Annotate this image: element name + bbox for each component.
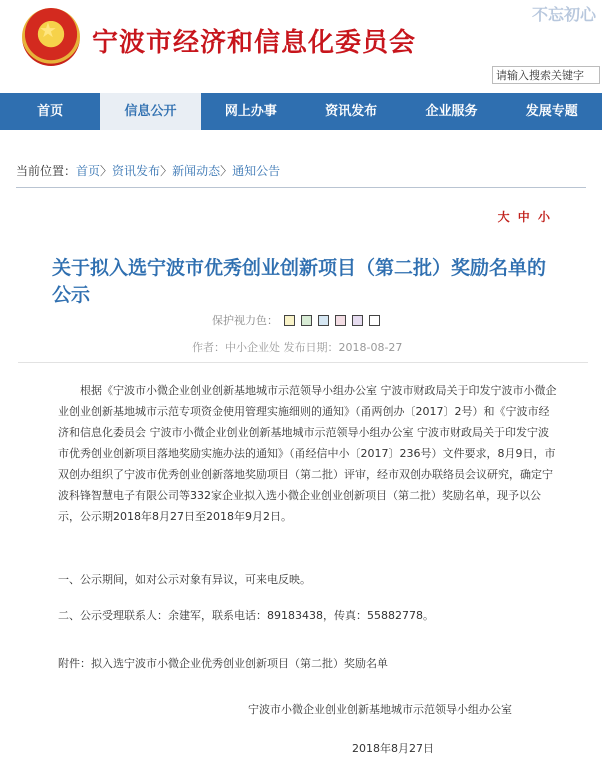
article-meta xyxy=(192,339,402,355)
eye-protection-colors xyxy=(212,312,380,328)
article-item-2: 二、公示受理联系人：余建军，联系电话：89183438，传真：55882778。 xyxy=(58,609,434,622)
main-nav xyxy=(0,93,602,130)
font-large-button[interactable]: 大 xyxy=(497,210,512,224)
eye-protection-label: 保护视力色： xyxy=(212,314,278,327)
attachment-link[interactable]: 附件：拟入选宁波市小微企业优秀创业创新项目（第二批）奖励名单 xyxy=(58,657,388,670)
motto-text: 不忘初心 xyxy=(531,5,596,24)
color-swatch-purple[interactable] xyxy=(352,315,363,326)
color-swatch-pink[interactable] xyxy=(335,315,346,326)
nav-news[interactable]: 资讯发布 xyxy=(325,104,378,119)
breadcrumb-notices[interactable]: 通知公告 xyxy=(232,164,281,178)
article-body: 根据《宁波市小微企业创业创新基地城市示范领导小组办公室 宁波市财政局关于印发宁波市小微企业创业创新基地城市示范专项资金使用管理实施细则的通知》（甬两创办〔2017〕2号）和《宁波市经济和信息化委员会 宁波市小微企业创业创新基地城市示范领导小组办公室 宁波市财政局关于印发宁波市优秀创业创新项目落地奖励实施办法的通知》（甬经信中小〔2017〕236号）文件要求，8月9日，市双创办组织了宁波市优秀创业创新落地奖励项目（第二批）评审，经市双创办联络员会议研究，确定宁波科锋智慧电子有限公司等332家企业拟入选小微企业创业创新项目（第二批）奖励名单，现予以公示，公示期2018年8月27日至2018年9月2日。 xyxy=(58,384,557,523)
breadcrumb-home[interactable]: 首页 xyxy=(76,164,101,178)
search-input[interactable] xyxy=(492,66,600,84)
color-swatch-white[interactable] xyxy=(369,315,380,326)
article-date: 发布日期：2018-08-27 xyxy=(283,341,403,354)
color-swatch-blue[interactable] xyxy=(318,315,329,326)
star-icon: ★ xyxy=(39,18,57,42)
breadcrumb-news[interactable]: 资讯发布 xyxy=(112,164,161,178)
breadcrumb-news-updates[interactable]: 新闻动态 xyxy=(172,164,221,178)
color-swatch-yellow[interactable] xyxy=(284,315,295,326)
font-size-controls xyxy=(498,208,552,225)
breadcrumb: 当前位置：首页〉资讯发布〉新闻动态〉通知公告 xyxy=(16,164,281,178)
divider xyxy=(16,187,586,188)
article-title: 关于拟入选宁波市优秀创业创新项目（第二批）奖励名单的公示 xyxy=(52,257,547,306)
site-header xyxy=(0,0,602,93)
nav-online-service[interactable]: 网上办事 xyxy=(224,104,277,119)
font-small-button[interactable]: 小 xyxy=(537,210,552,224)
nav-info-public[interactable]: 信息公开 xyxy=(100,93,200,130)
nav-home[interactable]: 首页 xyxy=(37,104,64,119)
article-author: 作者：中小企业处 xyxy=(192,341,280,354)
breadcrumb-label: 当前位置： xyxy=(16,164,77,178)
font-medium-button[interactable]: 中 xyxy=(517,210,532,224)
article-item-1: 一、公示期间，如对公示对象有异议，可来电反映。 xyxy=(58,573,311,586)
site-title[interactable]: 宁波市经济和信息化委员会 xyxy=(92,28,417,58)
national-emblem-logo xyxy=(22,8,80,66)
color-swatch-green[interactable] xyxy=(301,315,312,326)
divider xyxy=(18,362,588,363)
nav-enterprise-service[interactable]: 企业服务 xyxy=(425,104,478,119)
sign-date: 2018年8月27日 xyxy=(352,742,434,755)
nav-development-topics[interactable]: 发展专题 xyxy=(525,104,578,119)
signature: 宁波市小微企业创业创新基地城市示范领导小组办公室 xyxy=(248,703,512,716)
